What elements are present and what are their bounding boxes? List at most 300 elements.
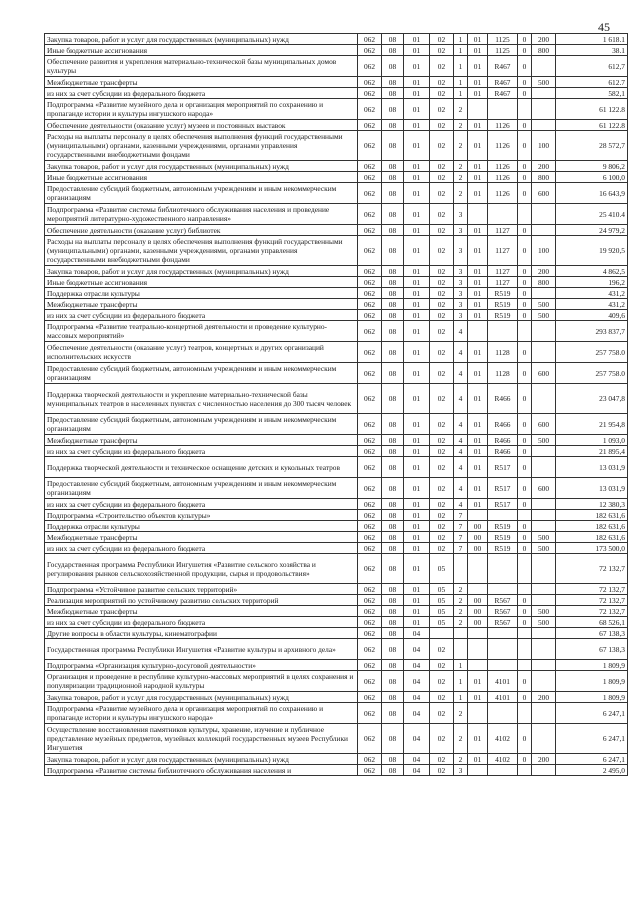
row-name: Закупка товаров, работ и услуг для государственных (муниципальных) нужд	[45, 754, 358, 765]
code-subsection: 01	[404, 45, 430, 56]
code-subprogram: 2	[454, 120, 468, 131]
code-extra	[518, 660, 532, 671]
code-section: 08	[382, 446, 404, 457]
row-amount: 612,7	[556, 56, 628, 77]
code-subprogram: 1	[454, 671, 468, 692]
code-main-event: 01	[468, 236, 488, 266]
code-direction	[488, 628, 518, 639]
code-program: 02	[430, 77, 454, 88]
code-subsection: 01	[404, 543, 430, 554]
code-program: 02	[430, 88, 454, 99]
code-expense-type: 500	[532, 617, 556, 628]
code-gov: 062	[358, 321, 382, 342]
code-main-event: 01	[468, 266, 488, 277]
row-amount: 2 495,0	[556, 765, 628, 776]
code-gov: 062	[358, 446, 382, 457]
code-direction: 1126	[488, 161, 518, 172]
code-section: 08	[382, 478, 404, 499]
code-subsection: 01	[404, 161, 430, 172]
code-section: 08	[382, 754, 404, 765]
row-amount: 431,2	[556, 288, 628, 299]
row-name: Предоставление субсидий бюджетным, автономным учреждениям и иным некоммерческим организациям	[45, 478, 358, 499]
table-row	[45, 88, 628, 99]
code-subprogram: 4	[454, 342, 468, 363]
code-expense-type: 500	[532, 532, 556, 543]
code-extra: 0	[518, 606, 532, 617]
code-subprogram: 4	[454, 363, 468, 384]
row-amount: 257 758.0	[556, 363, 628, 384]
code-extra: 0	[518, 236, 532, 266]
code-program: 02	[430, 183, 454, 204]
row-amount: 16 643,9	[556, 183, 628, 204]
code-direction: R466	[488, 435, 518, 446]
code-program	[430, 628, 454, 639]
code-direction	[488, 660, 518, 671]
code-subprogram	[454, 554, 468, 584]
code-expense-type	[532, 554, 556, 584]
code-subsection: 01	[404, 521, 430, 532]
code-extra: 0	[518, 45, 532, 56]
code-direction: 4101	[488, 692, 518, 703]
code-subsection: 01	[404, 310, 430, 321]
code-main-event: 01	[468, 692, 488, 703]
code-direction: R517	[488, 499, 518, 510]
code-extra	[518, 584, 532, 595]
code-expense-type: 200	[532, 266, 556, 277]
code-section: 08	[382, 363, 404, 384]
code-subsection: 01	[404, 183, 430, 204]
code-subprogram: 7	[454, 510, 468, 521]
code-program: 05	[430, 584, 454, 595]
row-amount: 6 247,1	[556, 703, 628, 724]
row-name: из них за счет субсидии из федерального бюджета	[45, 88, 358, 99]
row-amount: 1 809,9	[556, 660, 628, 671]
code-direction: 1126	[488, 131, 518, 161]
code-direction: 1127	[488, 277, 518, 288]
code-program: 02	[430, 266, 454, 277]
table-row	[45, 532, 628, 543]
row-name: Закупка товаров, работ и услуг для государственных (муниципальных) нужд	[45, 692, 358, 703]
code-subsection: 01	[404, 446, 430, 457]
code-gov: 062	[358, 414, 382, 435]
code-main-event: 00	[468, 617, 488, 628]
code-expense-type	[532, 510, 556, 521]
code-gov: 062	[358, 754, 382, 765]
code-direction: R519	[488, 543, 518, 554]
code-main-event: 01	[468, 342, 488, 363]
row-name: Расходы на выплаты персоналу в целях обеспечения выполнения функций государственными (муниципальными) органами, казенными учреждениями, органами управления государственными внебюджетными фондами	[45, 236, 358, 266]
code-subprogram	[454, 628, 468, 639]
code-subsection: 01	[404, 414, 430, 435]
code-main-event: 01	[468, 457, 488, 478]
row-name: Подпрограмма «Развитие музейного дела и организация мероприятий по сохранению и пропаганде истории и культуры ингушского народа»	[45, 703, 358, 724]
row-amount: 182 631,6	[556, 521, 628, 532]
code-gov: 062	[358, 543, 382, 554]
code-program: 02	[430, 120, 454, 131]
code-expense-type	[532, 765, 556, 776]
code-section: 08	[382, 457, 404, 478]
table-row	[45, 172, 628, 183]
code-program: 02	[430, 45, 454, 56]
code-direction: 4101	[488, 671, 518, 692]
code-subsection: 01	[404, 131, 430, 161]
table-row	[45, 660, 628, 671]
code-direction: 1127	[488, 225, 518, 236]
code-program: 02	[430, 384, 454, 414]
code-program: 05	[430, 617, 454, 628]
code-expense-type	[532, 225, 556, 236]
code-extra: 0	[518, 692, 532, 703]
code-section: 08	[382, 288, 404, 299]
code-section: 08	[382, 310, 404, 321]
code-gov: 062	[358, 660, 382, 671]
code-subprogram: 3	[454, 310, 468, 321]
code-direction: 1126	[488, 120, 518, 131]
code-subprogram: 4	[454, 414, 468, 435]
code-expense-type: 800	[532, 172, 556, 183]
code-main-event: 00	[468, 521, 488, 532]
code-subprogram: 4	[454, 446, 468, 457]
code-section: 08	[382, 639, 404, 660]
code-expense-type	[532, 724, 556, 754]
code-subsection: 01	[404, 88, 430, 99]
row-amount: 68 526,1	[556, 617, 628, 628]
code-direction: 4102	[488, 724, 518, 754]
code-expense-type	[532, 446, 556, 457]
code-main-event: 01	[468, 161, 488, 172]
code-main-event	[468, 628, 488, 639]
code-gov: 062	[358, 131, 382, 161]
code-expense-type: 600	[532, 478, 556, 499]
row-name: из них за счет субсидии из федерального бюджета	[45, 499, 358, 510]
code-subprogram: 1	[454, 88, 468, 99]
code-subsection: 01	[404, 120, 430, 131]
code-expense-type	[532, 703, 556, 724]
code-section: 08	[382, 120, 404, 131]
code-expense-type: 500	[532, 435, 556, 446]
table-row	[45, 120, 628, 131]
code-main-event: 01	[468, 277, 488, 288]
code-subprogram: 2	[454, 584, 468, 595]
code-subprogram: 2	[454, 703, 468, 724]
code-direction: R467	[488, 88, 518, 99]
row-name: Закупка товаров, работ и услуг для государственных (муниципальных) нужд	[45, 34, 358, 45]
code-extra: 0	[518, 77, 532, 88]
code-subsection: 04	[404, 628, 430, 639]
row-name: Подпрограмма «Устойчивое развитие сельских территорий»	[45, 584, 358, 595]
code-section: 08	[382, 99, 404, 120]
code-program: 02	[430, 342, 454, 363]
code-main-event	[468, 99, 488, 120]
table-row	[45, 703, 628, 724]
row-amount: 1 618.1	[556, 34, 628, 45]
table-row	[45, 321, 628, 342]
code-extra: 0	[518, 34, 532, 45]
code-subsection: 01	[404, 277, 430, 288]
code-gov: 062	[358, 435, 382, 446]
table-row	[45, 754, 628, 765]
code-main-event	[468, 584, 488, 595]
code-section: 08	[382, 34, 404, 45]
row-name: Осуществление восстановления памятников культуры, хранение, изучение и публичное представление музейных предметов, музейных коллекций государственных музеев Республики Ингушетия	[45, 724, 358, 754]
code-program: 02	[430, 703, 454, 724]
row-name: Поддержка творческой деятельности и укрепление материально-технической базы муниципальных театров в населенных пунктах с численностью населения до 300 тысяч человек	[45, 384, 358, 414]
code-program: 02	[430, 34, 454, 45]
row-name: Подпрограмма «Развитие театрально-концертной деятельности и проведение культурно-массовых мероприятий»	[45, 321, 358, 342]
code-subprogram: 2	[454, 595, 468, 606]
row-amount: 61 122.8	[556, 99, 628, 120]
code-extra	[518, 204, 532, 225]
row-amount: 23 047,8	[556, 384, 628, 414]
code-section: 08	[382, 299, 404, 310]
code-section: 08	[382, 595, 404, 606]
code-gov: 062	[358, 617, 382, 628]
table-row	[45, 225, 628, 236]
code-extra	[518, 554, 532, 584]
table-row	[45, 478, 628, 499]
code-extra: 0	[518, 754, 532, 765]
code-main-event	[468, 204, 488, 225]
code-direction: R567	[488, 595, 518, 606]
row-amount: 67 138,3	[556, 639, 628, 660]
code-expense-type	[532, 521, 556, 532]
code-direction: 1127	[488, 266, 518, 277]
code-extra: 0	[518, 384, 532, 414]
row-name: Межбюджетные трансферты	[45, 299, 358, 310]
code-subsection: 01	[404, 77, 430, 88]
code-gov: 062	[358, 120, 382, 131]
table-row	[45, 457, 628, 478]
row-amount: 67 138,3	[556, 628, 628, 639]
code-subprogram: 3	[454, 236, 468, 266]
row-name: Подпрограмма «Развитие системы библиотечного обслуживания населения и	[45, 765, 358, 776]
row-name: Иные бюджетные ассигнования	[45, 277, 358, 288]
code-main-event	[468, 703, 488, 724]
code-extra	[518, 628, 532, 639]
table-row	[45, 671, 628, 692]
code-gov: 062	[358, 724, 382, 754]
code-extra: 0	[518, 414, 532, 435]
code-main-event: 01	[468, 77, 488, 88]
code-expense-type	[532, 88, 556, 99]
code-gov: 062	[358, 363, 382, 384]
table-row	[45, 543, 628, 554]
row-name: Организация и проведение в республике культурно-массовых мероприятий в целях сохранения и популяризации традиционной народной культуры	[45, 671, 358, 692]
table-row	[45, 446, 628, 457]
row-amount: 6 100,0	[556, 172, 628, 183]
code-subprogram: 4	[454, 384, 468, 414]
code-subsection: 04	[404, 660, 430, 671]
code-program: 02	[430, 288, 454, 299]
code-subprogram: 7	[454, 521, 468, 532]
code-extra: 0	[518, 457, 532, 478]
row-amount: 6 247,1	[556, 724, 628, 754]
table-row	[45, 510, 628, 521]
row-amount: 25 410.4	[556, 204, 628, 225]
code-expense-type	[532, 660, 556, 671]
code-subsection: 01	[404, 56, 430, 77]
code-extra: 0	[518, 225, 532, 236]
code-subprogram: 2	[454, 183, 468, 204]
code-section: 08	[382, 532, 404, 543]
code-direction: 1125	[488, 34, 518, 45]
table-row	[45, 183, 628, 204]
code-gov: 062	[358, 299, 382, 310]
code-extra	[518, 510, 532, 521]
code-direction: 1126	[488, 183, 518, 204]
table-row	[45, 414, 628, 435]
row-amount: 182 631,6	[556, 510, 628, 521]
code-main-event: 01	[468, 478, 488, 499]
code-main-event: 00	[468, 606, 488, 617]
code-expense-type: 100	[532, 131, 556, 161]
code-subsection: 01	[404, 457, 430, 478]
code-gov: 062	[358, 45, 382, 56]
row-amount: 72 132,7	[556, 606, 628, 617]
code-program: 02	[430, 414, 454, 435]
table-row	[45, 34, 628, 45]
code-extra: 0	[518, 617, 532, 628]
code-extra: 0	[518, 56, 532, 77]
row-amount: 24 979,2	[556, 225, 628, 236]
code-expense-type	[532, 584, 556, 595]
code-gov: 062	[358, 595, 382, 606]
code-expense-type: 800	[532, 277, 556, 288]
row-name: Иные бюджетные ассигнования	[45, 45, 358, 56]
code-section: 08	[382, 724, 404, 754]
code-direction: 1125	[488, 45, 518, 56]
table-row	[45, 45, 628, 56]
code-extra: 0	[518, 131, 532, 161]
code-extra: 0	[518, 671, 532, 692]
code-expense-type	[532, 204, 556, 225]
code-subsection: 01	[404, 321, 430, 342]
page-number: 45	[598, 20, 610, 34]
code-main-event: 01	[468, 754, 488, 765]
code-main-event: 00	[468, 595, 488, 606]
code-subsection: 01	[404, 532, 430, 543]
code-subsection: 04	[404, 692, 430, 703]
code-subsection: 04	[404, 754, 430, 765]
code-subsection: 01	[404, 342, 430, 363]
code-main-event: 01	[468, 299, 488, 310]
code-section: 08	[382, 183, 404, 204]
code-subsection: 01	[404, 204, 430, 225]
row-name: Обеспечение деятельности (оказание услуг) театров, концертных и других организаций исполнительских искусств	[45, 342, 358, 363]
code-program: 02	[430, 225, 454, 236]
code-main-event: 01	[468, 414, 488, 435]
row-name: Обеспечение деятельности (оказание услуг) библиотек	[45, 225, 358, 236]
code-direction: R519	[488, 288, 518, 299]
row-amount: 6 247,1	[556, 754, 628, 765]
code-main-event: 01	[468, 88, 488, 99]
code-subsection: 04	[404, 671, 430, 692]
row-amount: 12 380,3	[556, 499, 628, 510]
code-gov: 062	[358, 584, 382, 595]
table-row	[45, 554, 628, 584]
code-subprogram: 3	[454, 266, 468, 277]
row-name: Подпрограмма «Строительство объектов культуры»	[45, 510, 358, 521]
code-extra: 0	[518, 595, 532, 606]
code-extra	[518, 321, 532, 342]
code-expense-type: 500	[532, 299, 556, 310]
row-amount: 409,6	[556, 310, 628, 321]
code-extra: 0	[518, 478, 532, 499]
row-amount: 21 954,8	[556, 414, 628, 435]
code-main-event: 01	[468, 131, 488, 161]
table-row	[45, 161, 628, 172]
code-extra: 0	[518, 435, 532, 446]
code-main-event	[468, 554, 488, 584]
code-main-event: 01	[468, 34, 488, 45]
code-subsection: 01	[404, 595, 430, 606]
row-name: Подпрограмма «Развитие системы библиотечного обслуживания населения и проведение мероприятий литературно-художественного направления»	[45, 204, 358, 225]
code-program: 02	[430, 56, 454, 77]
code-extra: 0	[518, 299, 532, 310]
code-expense-type	[532, 288, 556, 299]
code-subprogram: 2	[454, 131, 468, 161]
code-subsection: 01	[404, 606, 430, 617]
code-program: 05	[430, 595, 454, 606]
code-subprogram: 2	[454, 724, 468, 754]
code-direction: R517	[488, 457, 518, 478]
table-row	[45, 639, 628, 660]
code-expense-type: 600	[532, 363, 556, 384]
row-amount: 182 631,6	[556, 532, 628, 543]
row-amount: 72 132,7	[556, 584, 628, 595]
row-name: Обеспечение развития и укрепления материально-технической базы муниципальных домов культуры	[45, 56, 358, 77]
code-direction: 4102	[488, 754, 518, 765]
code-direction: R519	[488, 299, 518, 310]
code-extra: 0	[518, 543, 532, 554]
code-subsection: 04	[404, 765, 430, 776]
table-row	[45, 384, 628, 414]
row-amount: 4 862,5	[556, 266, 628, 277]
row-name: Предоставление субсидий бюджетным, автономным учреждениям и иным некоммерческим организациям	[45, 414, 358, 435]
code-gov: 062	[358, 236, 382, 266]
row-amount: 196,2	[556, 277, 628, 288]
code-direction	[488, 321, 518, 342]
code-extra: 0	[518, 363, 532, 384]
code-subsection: 01	[404, 478, 430, 499]
code-program: 02	[430, 765, 454, 776]
code-section: 08	[382, 88, 404, 99]
code-subsection: 01	[404, 288, 430, 299]
code-gov: 062	[358, 172, 382, 183]
row-name: Поддержка отрасли культуры	[45, 521, 358, 532]
code-direction	[488, 510, 518, 521]
code-subprogram: 1	[454, 56, 468, 77]
code-program: 05	[430, 606, 454, 617]
code-gov: 062	[358, 639, 382, 660]
code-program: 02	[430, 510, 454, 521]
code-extra: 0	[518, 120, 532, 131]
row-amount: 61 122.8	[556, 120, 628, 131]
code-extra: 0	[518, 172, 532, 183]
code-direction: R466	[488, 414, 518, 435]
code-subsection: 04	[404, 703, 430, 724]
table-row	[45, 363, 628, 384]
code-program: 02	[430, 499, 454, 510]
code-extra	[518, 99, 532, 120]
code-gov: 062	[358, 34, 382, 45]
code-expense-type	[532, 99, 556, 120]
row-name: Закупка товаров, работ и услуг для государственных (муниципальных) нужд	[45, 266, 358, 277]
code-section: 08	[382, 543, 404, 554]
code-program: 02	[430, 532, 454, 543]
code-gov: 062	[358, 288, 382, 299]
code-section: 08	[382, 321, 404, 342]
